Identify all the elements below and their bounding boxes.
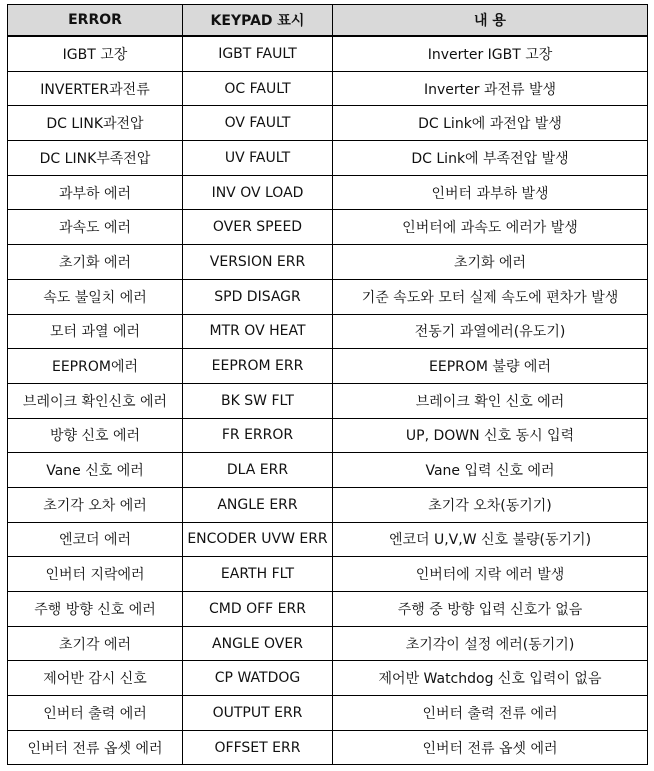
- table-row: [8, 245, 648, 280]
- table-header: [8, 5, 648, 37]
- description-cell: Vane 입력 신호 에러: [333, 453, 648, 488]
- keypad-cell: EARTH FLT: [183, 557, 333, 592]
- table-row: [8, 210, 648, 245]
- keypad-cell: ANGLE OVER: [183, 626, 333, 661]
- table-row: [8, 453, 648, 488]
- keypad-cell: FR ERROR: [183, 418, 333, 453]
- error-cell: EEPROM에러: [8, 349, 183, 384]
- table-row: [8, 557, 648, 592]
- error-cell: 초기각 에러: [8, 626, 183, 661]
- description-cell: DC Link에 부족전압 발생: [333, 141, 648, 176]
- keypad-cell: ENCODER UVW ERR: [183, 522, 333, 557]
- error-cell: 제어반 감시 신호: [8, 661, 183, 696]
- description-cell: 초기각 오차(동기기): [333, 487, 648, 522]
- table-row: [8, 141, 648, 176]
- error-cell: 초기각 오차 에러: [8, 487, 183, 522]
- description-cell: 엔코더 U,V,W 신호 불량(동기기): [333, 522, 648, 557]
- description-cell: 전동기 과열에러(유도기): [333, 314, 648, 349]
- error-cell: 초기화 에러: [8, 245, 183, 280]
- error-cell: DC LINK과전압: [8, 106, 183, 141]
- error-cell: 엔코더 에러: [8, 522, 183, 557]
- table-row: [8, 592, 648, 627]
- error-cell: IGBT 고장: [8, 36, 183, 71]
- table-row: [8, 661, 648, 696]
- keypad-cell: VERSION ERR: [183, 245, 333, 280]
- keypad-cell: BK SW FLT: [183, 383, 333, 418]
- keypad-cell: EEPROM ERR: [183, 349, 333, 384]
- error-cell: 인버터 지락에러: [8, 557, 183, 592]
- keypad-cell: OC FAULT: [183, 71, 333, 106]
- keypad-cell: CMD OFF ERR: [183, 592, 333, 627]
- error-cell: 모터 과열 에러: [8, 314, 183, 349]
- error-cell: Vane 신호 에러: [8, 453, 183, 488]
- keypad-cell: OUTPUT ERR: [183, 696, 333, 731]
- error-cell: 인버터 출력 에러: [8, 696, 183, 731]
- table-row: [8, 730, 648, 765]
- table-row: [8, 418, 648, 453]
- error-cell: 방향 신호 에러: [8, 418, 183, 453]
- keypad-cell: DLA ERR: [183, 453, 333, 488]
- keypad-cell: MTR OV HEAT: [183, 314, 333, 349]
- keypad-cell: OV FAULT: [183, 106, 333, 141]
- table-row: [8, 279, 648, 314]
- header-error: ERROR: [8, 5, 183, 37]
- description-cell: 인버터 전류 옵셋 에러: [333, 730, 648, 765]
- header-keypad-display: KEYPAD 표시: [183, 5, 333, 37]
- table-row: [8, 487, 648, 522]
- keypad-cell: OVER SPEED: [183, 210, 333, 245]
- error-cell: DC LINK부족전압: [8, 141, 183, 176]
- error-cell: INVERTER과전류: [8, 71, 183, 106]
- description-cell: EEPROM 불량 에러: [333, 349, 648, 384]
- description-cell: 제어반 Watchdog 신호 입력이 없음: [333, 661, 648, 696]
- table-row: [8, 175, 648, 210]
- error-table-container: [7, 4, 648, 765]
- error-code-table: [7, 4, 648, 765]
- table-row: [8, 349, 648, 384]
- description-cell: 인버터 출력 전류 에러: [333, 696, 648, 731]
- description-cell: 인버터 과부하 발생: [333, 175, 648, 210]
- description-cell: Inverter IGBT 고장: [333, 36, 648, 71]
- description-cell: 초기각이 설정 에러(동기기): [333, 626, 648, 661]
- table-row: [8, 106, 648, 141]
- keypad-cell: OFFSET ERR: [183, 730, 333, 765]
- error-cell: 브레이크 확인신호 에러: [8, 383, 183, 418]
- description-cell: 브레이크 확인 신호 에러: [333, 383, 648, 418]
- table-row: [8, 71, 648, 106]
- error-cell: 주행 방향 신호 에러: [8, 592, 183, 627]
- table-row: [8, 522, 648, 557]
- description-cell: 초기화 에러: [333, 245, 648, 280]
- description-cell: 인버터에 지락 에러 발생: [333, 557, 648, 592]
- keypad-cell: CP WATDOG: [183, 661, 333, 696]
- description-cell: UP, DOWN 신호 동시 입력: [333, 418, 648, 453]
- table-row: [8, 696, 648, 731]
- error-cell: 속도 불일치 에러: [8, 279, 183, 314]
- table-row: [8, 383, 648, 418]
- error-cell: 인버터 전류 옵셋 에러: [8, 730, 183, 765]
- error-cell: 과부하 에러: [8, 175, 183, 210]
- keypad-cell: IGBT FAULT: [183, 36, 333, 71]
- keypad-cell: INV OV LOAD: [183, 175, 333, 210]
- description-cell: DC Link에 과전압 발생: [333, 106, 648, 141]
- description-cell: 주행 중 방향 입력 신호가 없음: [333, 592, 648, 627]
- header-row: [8, 5, 648, 37]
- description-cell: 기준 속도와 모터 실제 속도에 편차가 발생: [333, 279, 648, 314]
- table-row: [8, 626, 648, 661]
- table-row: [8, 36, 648, 71]
- keypad-cell: UV FAULT: [183, 141, 333, 176]
- table-body: [8, 36, 648, 765]
- error-cell: 과속도 에러: [8, 210, 183, 245]
- description-cell: Inverter 과전류 발생: [333, 71, 648, 106]
- table-row: [8, 314, 648, 349]
- description-cell: 인버터에 과속도 에러가 발생: [333, 210, 648, 245]
- keypad-cell: SPD DISAGR: [183, 279, 333, 314]
- keypad-cell: ANGLE ERR: [183, 487, 333, 522]
- header-description: 내 용: [333, 5, 648, 37]
